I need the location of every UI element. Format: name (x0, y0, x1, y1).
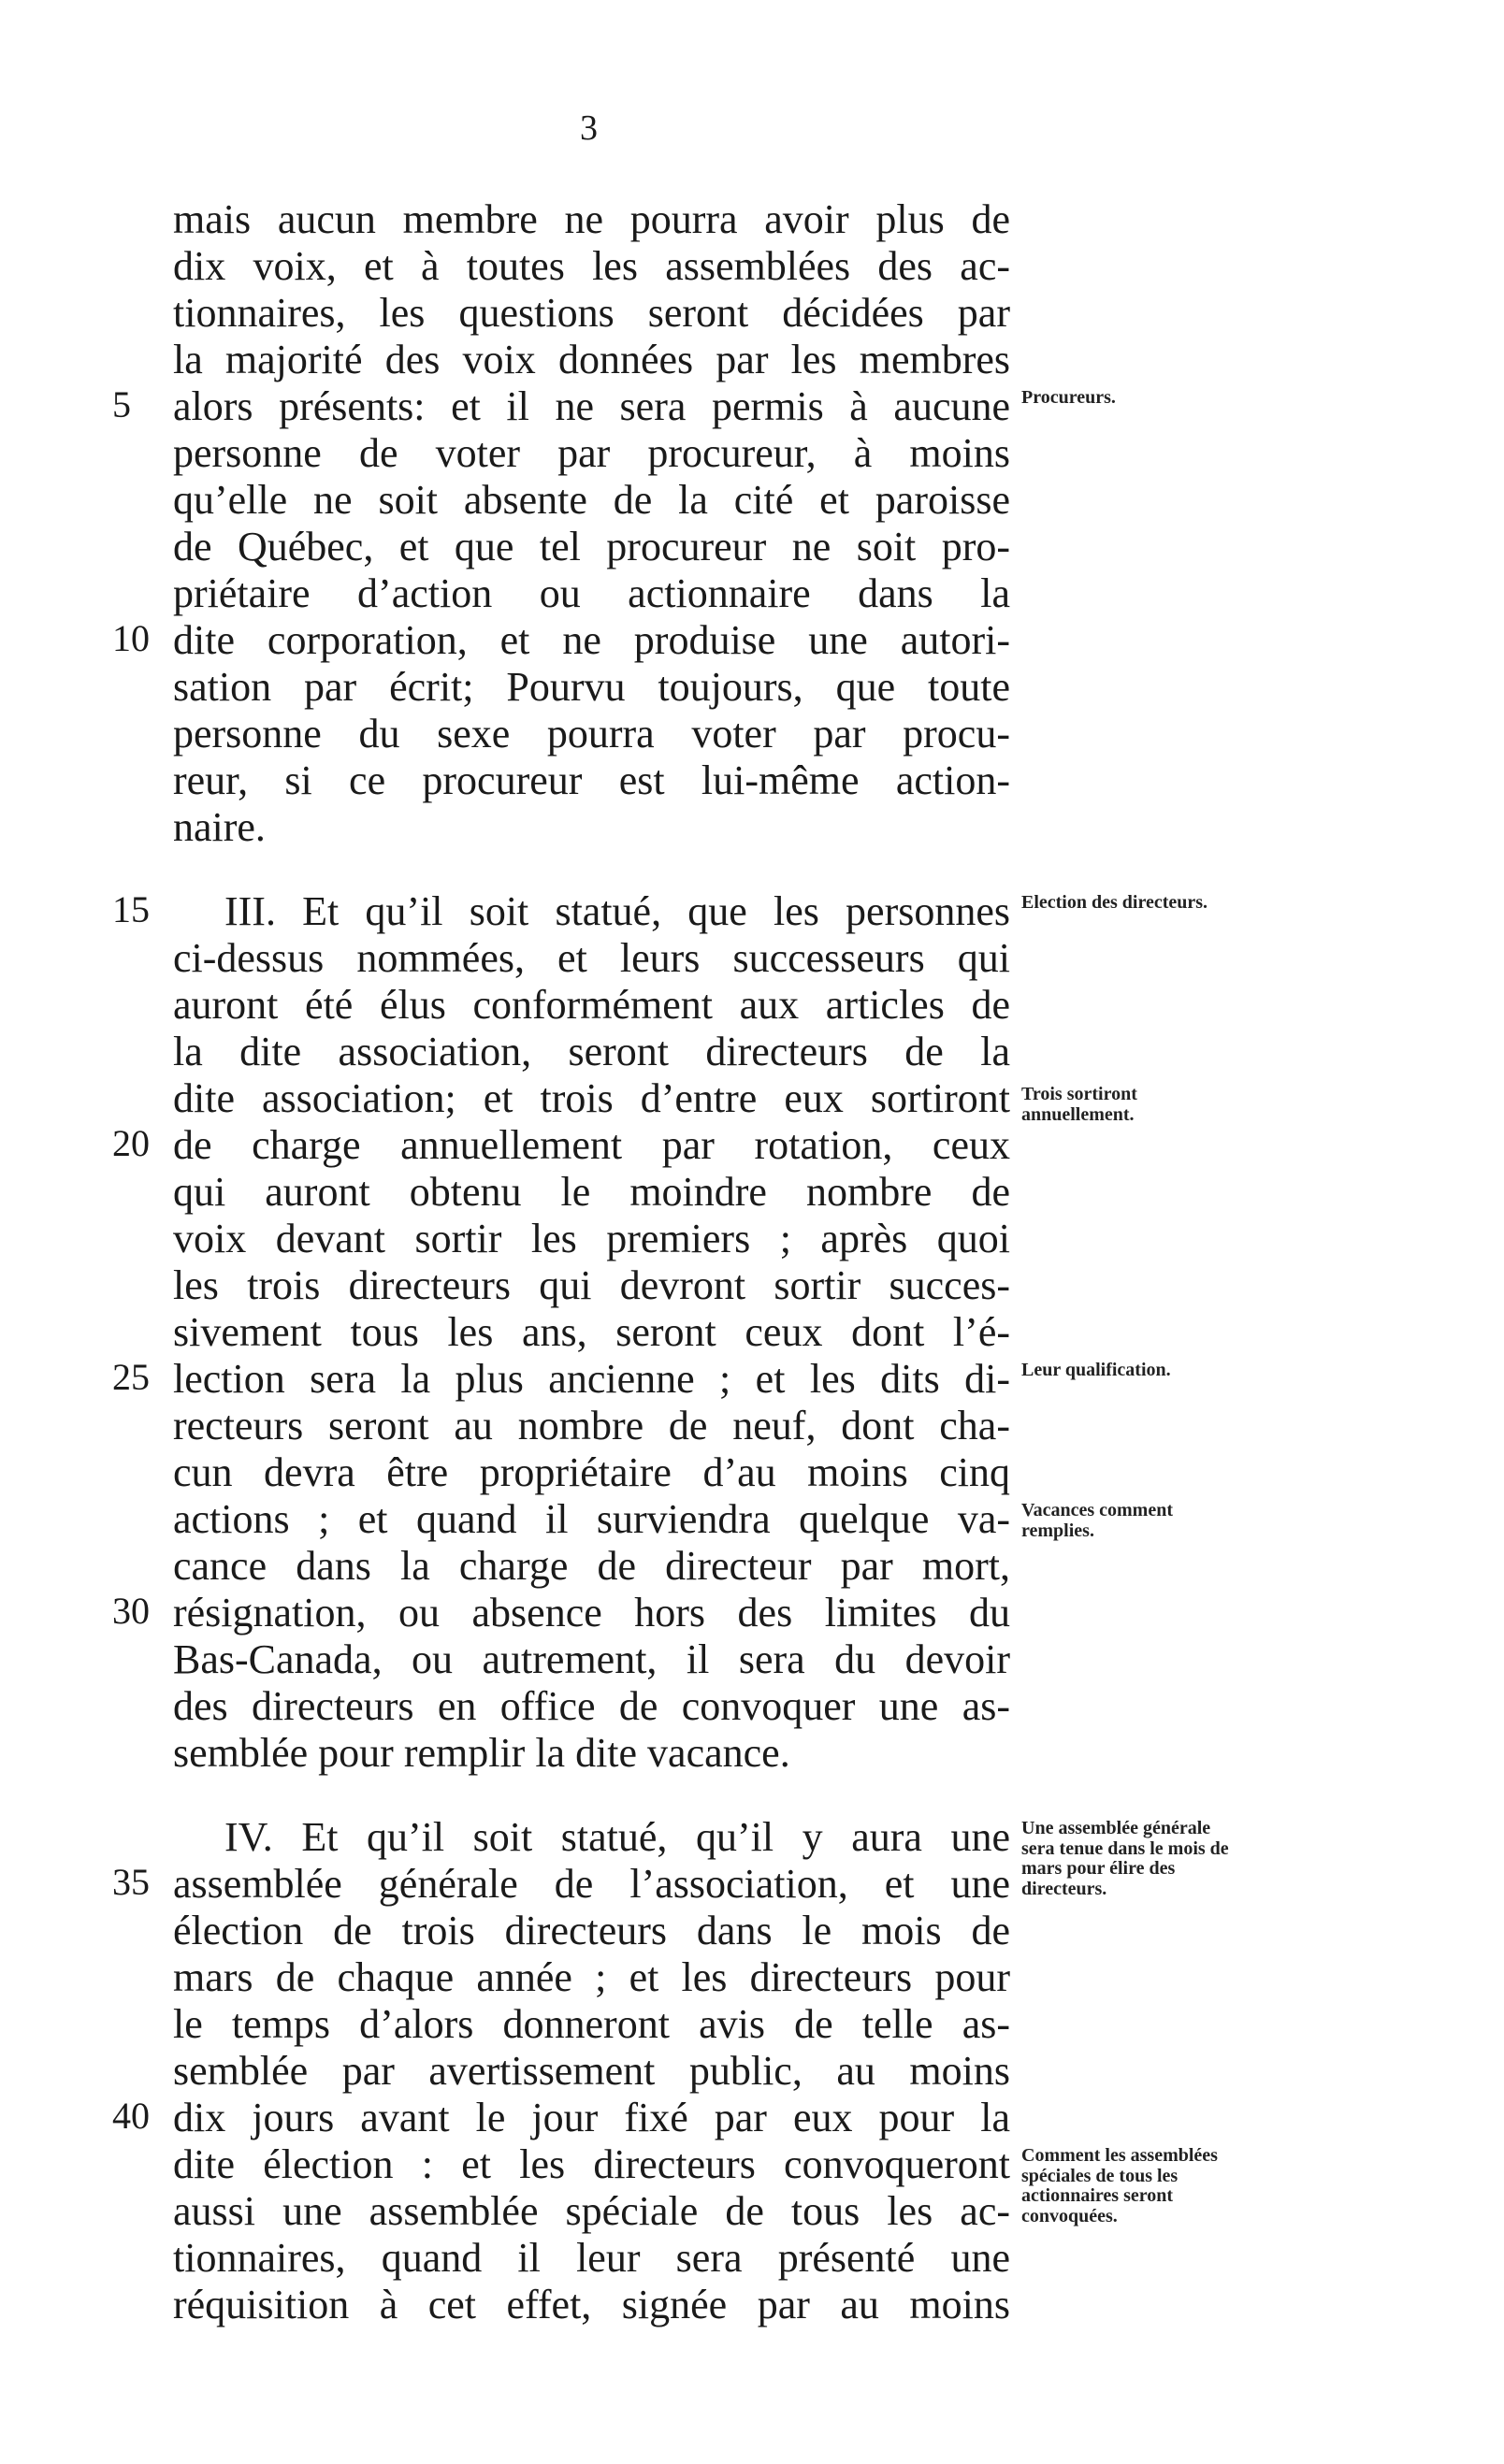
text-line: III. Et qu’il soit statué, que les personnes (224, 888, 1010, 934)
page-number: 3 (580, 108, 598, 148)
text-line: la dite association, seront directeurs de la (173, 1029, 1010, 1074)
text-line: dix jours avant le jour fixé par eux pour la (173, 2095, 1010, 2140)
text-line: de Québec, et que tel procureur ne soit pro- (173, 524, 1010, 569)
text-line: cance dans la charge de directeur par mort, (173, 1543, 1010, 1589)
line-number: 15 (112, 888, 150, 930)
text-line: élection de trois directeurs dans le mois de (173, 1908, 1010, 1953)
text-line: assemblée générale de l’association, et une (173, 1861, 1010, 1907)
text-line: lection sera la plus ancienne ; et les dits di- (173, 1356, 1010, 1402)
text-line: aussi une assemblée spéciale de tous les ac- (173, 2188, 1010, 2234)
text-line: priétaire d’action ou actionnaire dans la (173, 570, 1010, 616)
text-line: dite corporation, et ne produise une autori- (173, 617, 1010, 663)
text-line: semblée pour remplir la dite vacance. (173, 1730, 790, 1776)
margin-note-assemblee-generale: Une assemblée générale sera tenue dans le mois de mars pour élire des directeurs. (1021, 1818, 1229, 1899)
text-line: actions ; et quand il surviendra quelque va- (173, 1496, 1010, 1542)
line-number: 30 (112, 1590, 150, 1632)
margin-note-vacances: Vacances comment remplies. (1021, 1500, 1174, 1541)
text-line: alors présents: et il ne sera permis à aucune (173, 383, 1010, 429)
line-number: 20 (112, 1122, 150, 1164)
margin-note-trois-sortiront: Trois sortiront annuellement. (1021, 1084, 1137, 1125)
text-line: tionnaires, les questions seront décidées par (173, 290, 1010, 336)
line-number: 5 (112, 383, 131, 425)
text-line: la majorité des voix données par les membres (173, 337, 1010, 382)
text-line: personne du sexe pourra voter par procu- (173, 711, 1010, 756)
line-number: 40 (112, 2095, 150, 2137)
text-line: dite association; et trois d’entre eux sortiront (173, 1075, 1010, 1121)
text-line: de charge annuellement par rotation, ceux (173, 1122, 1010, 1168)
text-line: Bas-Canada, ou autrement, il sera du devoir (173, 1636, 1010, 1682)
text-line: résignation, ou absence hors des limites du (173, 1590, 1010, 1635)
text-line: naire. (173, 804, 266, 850)
text-line: qui auront obtenu le moindre nombre de (173, 1169, 1010, 1215)
margin-note-assemblees-speciales: Comment les assemblées spéciales de tous les actionnaires seront convoquées. (1021, 2145, 1218, 2226)
text-line: sation par écrit; Pourvu toujours, que toute (173, 664, 1010, 710)
text-line: mars de chaque année ; et les directeurs pour (173, 1954, 1010, 2000)
margin-note-qualification: Leur qualification. (1021, 1360, 1171, 1380)
text-line: les trois directeurs qui devront sortir succes- (173, 1262, 1010, 1308)
margin-note-election-directeurs: Election des directeurs. (1021, 892, 1208, 913)
margin-note-procureurs: Procureurs. (1021, 387, 1116, 408)
text-line: réquisition à cet effet, signée par au moins (173, 2282, 1010, 2327)
text-line: dix voix, et à toutes les assemblées des ac- (173, 243, 1010, 289)
text-line: ci-dessus nommées, et leurs successeurs qui (173, 935, 1010, 981)
line-number: 10 (112, 617, 150, 659)
text-line: voix devant sortir les premiers ; après quoi (173, 1216, 1010, 1261)
text-line: mais aucun membre ne pourra avoir plus de (173, 196, 1010, 242)
text-line: dite élection : et les directeurs convoqueront (173, 2141, 1010, 2187)
text-line: sivement tous les ans, seront ceux dont l’é- (173, 1309, 1010, 1355)
text-line: qu’elle ne soit absente de la cité et paroisse (173, 477, 1010, 523)
line-number: 25 (112, 1356, 150, 1398)
text-line: des directeurs en office de convoquer une as- (173, 1683, 1010, 1729)
text-line: IV. Et qu’il soit statué, qu’il y aura une (224, 1814, 1010, 1860)
text-line: reur, si ce procureur est lui-même action- (173, 757, 1010, 803)
text-line: le temps d’alors donneront avis de telle as- (173, 2001, 1010, 2047)
text-line: cun devra être propriétaire d’au moins cinq (173, 1449, 1010, 1495)
line-number: 35 (112, 1861, 150, 1903)
text-line: personne de voter par procureur, à moins (173, 430, 1010, 476)
text-line: auront été élus conformément aux articles de (173, 982, 1010, 1028)
text-line: semblée par avertissement public, au moins (173, 2048, 1010, 2094)
text-line: recteurs seront au nombre de neuf, dont cha- (173, 1403, 1010, 1448)
text-line: tionnaires, quand il leur sera présenté une (173, 2235, 1010, 2281)
